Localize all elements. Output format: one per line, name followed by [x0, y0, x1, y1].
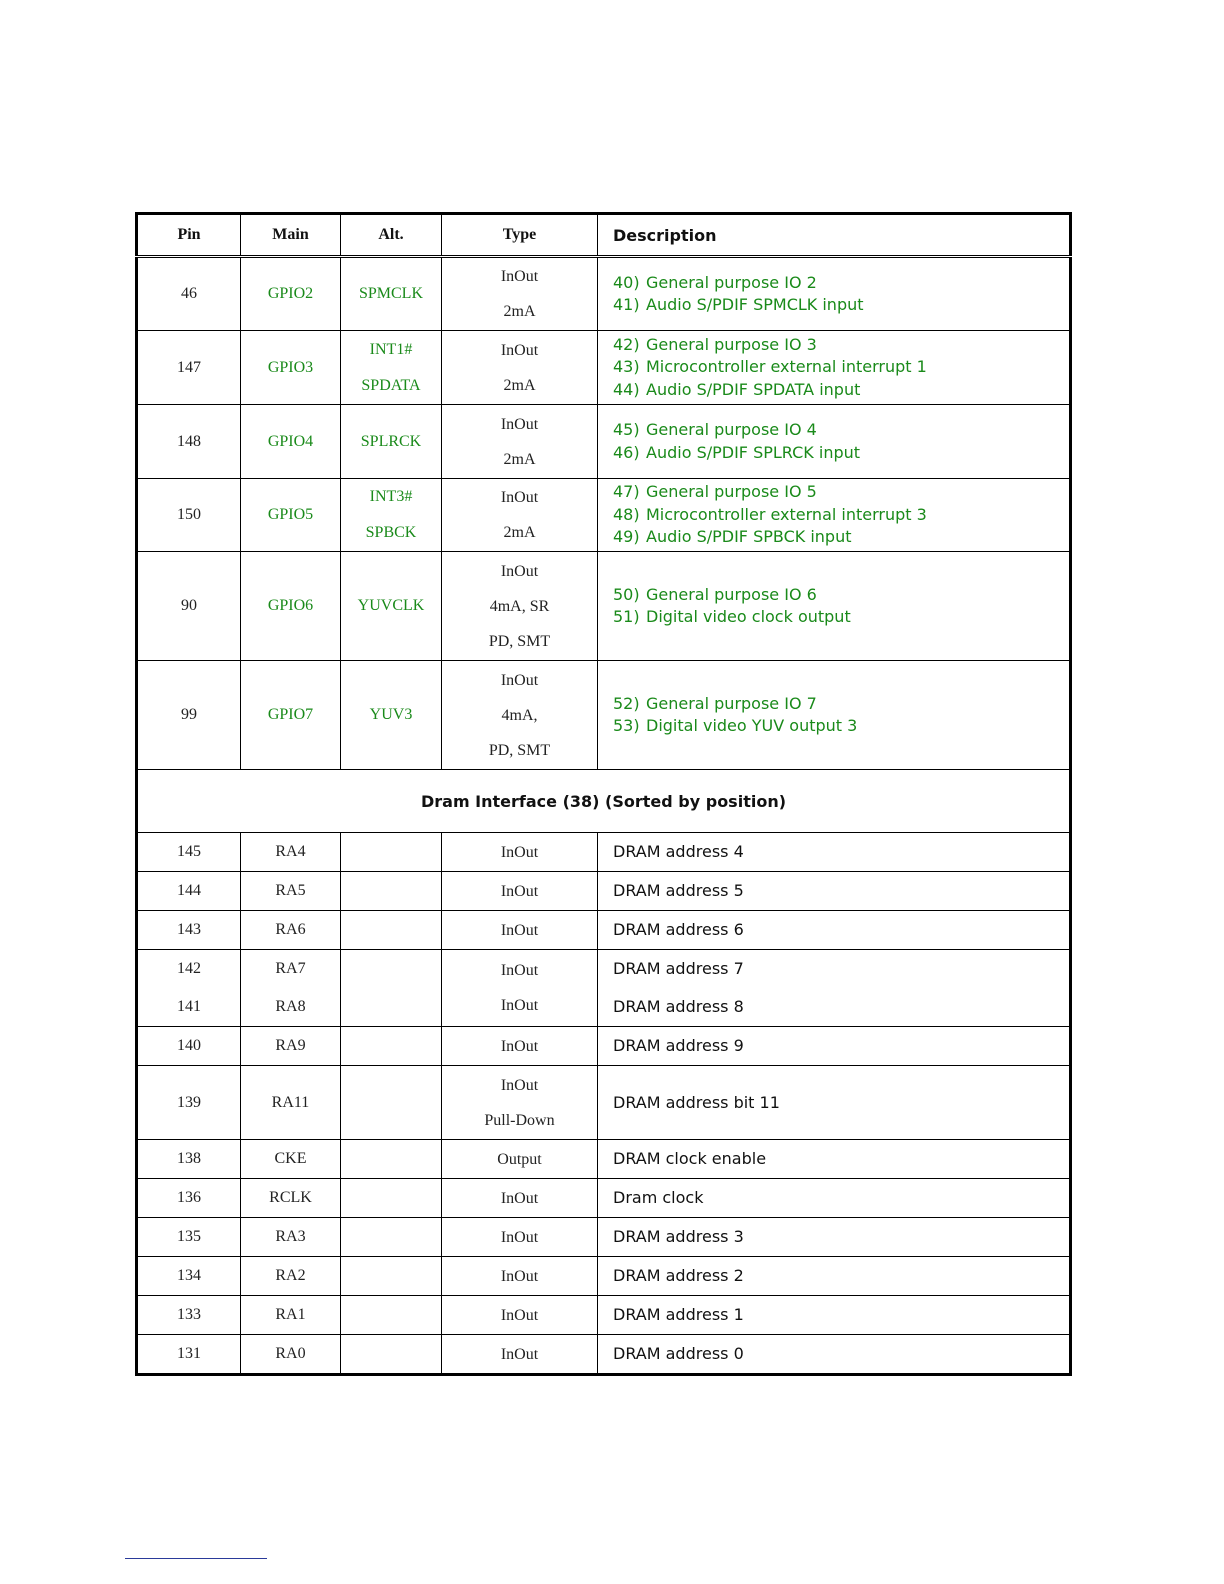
alt-function-line: INT1# [369, 340, 413, 358]
section-row [137, 770, 1071, 833]
alt-function-cell [341, 911, 442, 950]
pin-cell [137, 833, 241, 872]
main-function-cell [241, 950, 341, 1027]
description-cell [598, 479, 1071, 552]
main-function-line: RA11 [271, 1093, 310, 1111]
main-function-cell: GPIO6 [241, 552, 341, 661]
table-row [137, 950, 1071, 1027]
description-line: DRAM address 8 [613, 997, 744, 1016]
type-line: InOut [500, 843, 539, 861]
alt-function-cell [341, 872, 442, 911]
type-cell [442, 1140, 598, 1179]
main-function-cell [241, 1218, 341, 1257]
table-row [137, 661, 1071, 770]
description-item-text: General purpose IO 2 [646, 272, 817, 292]
main-function-line: RA6 [275, 921, 306, 938]
description-item-text: Digital video YUV output 3 [646, 716, 858, 735]
type-cell [442, 405, 598, 479]
main-function-line: CKE [274, 1150, 307, 1167]
type-line: Pull-Down [484, 1111, 555, 1129]
alt-function-cell [341, 1296, 442, 1335]
gpio-rows [137, 257, 1071, 770]
description-item-text: Microcontroller external interrupt 3 [646, 504, 927, 524]
pin-cell: 147 [137, 331, 241, 405]
main-function-cell: GPIO5 [241, 479, 341, 552]
description-line: Dram clock [613, 1188, 704, 1207]
table-header-row [137, 214, 1071, 257]
main-function-cell [241, 872, 341, 911]
pin-cell [137, 1257, 241, 1296]
type-cell [442, 661, 598, 770]
description-item [613, 294, 1069, 317]
description-item [613, 693, 1069, 716]
description-item-text: General purpose IO 5 [646, 482, 817, 502]
pin-cell [137, 1027, 241, 1066]
description-cell [598, 1218, 1071, 1257]
pin-cell [137, 1140, 241, 1179]
description-item-number: 51) [613, 607, 640, 626]
table-row [137, 331, 1071, 405]
description-item [613, 272, 1069, 295]
pin-line: 133 [177, 1306, 201, 1323]
pin-line: 139 [177, 1093, 201, 1111]
type-cell [442, 1218, 598, 1257]
description-item [613, 481, 1069, 504]
description-item [613, 442, 1069, 465]
type-line: InOut [500, 671, 539, 689]
pin-cell [137, 1296, 241, 1335]
pin-cell [137, 872, 241, 911]
description-item-text: Audio S/PDIF SPBCK input [646, 527, 852, 547]
table-row [137, 257, 1071, 331]
pin-cell [137, 911, 241, 950]
type-line: 2mA [503, 376, 536, 394]
main-function-line: RA9 [275, 1037, 306, 1054]
description-item-text: Audio S/PDIF SPDATA input [646, 379, 861, 399]
main-function-line: RA8 [275, 998, 306, 1015]
description-line: DRAM address 0 [613, 1344, 744, 1363]
pin-line: 145 [177, 843, 201, 860]
description-item [613, 419, 1069, 442]
pin-line: 134 [177, 1267, 201, 1284]
alt-function-cell [341, 331, 442, 405]
description-cell [598, 257, 1071, 331]
pin-cell: 46 [137, 257, 241, 331]
main-function-cell [241, 833, 341, 872]
description-cell [598, 911, 1071, 950]
pin-cell: 99 [137, 661, 241, 770]
pin-line: 136 [177, 1189, 201, 1206]
table-row [137, 833, 1071, 872]
main-function-cell: GPIO4 [241, 405, 341, 479]
main-function-cell [241, 1066, 341, 1140]
main-function-cell [241, 1027, 341, 1066]
table-row [137, 1335, 1071, 1375]
type-cell [442, 479, 598, 552]
type-line: 2mA [503, 524, 536, 541]
table-row [137, 1218, 1071, 1257]
alt-function-cell [341, 479, 442, 552]
table-row [137, 1296, 1071, 1335]
type-cell [442, 257, 598, 331]
alt-function-line: SPLRCK [360, 432, 422, 450]
main-function-cell: GPIO2 [241, 257, 341, 331]
description-item [613, 379, 1069, 402]
table-row [137, 1066, 1071, 1140]
alt-function-cell [341, 257, 442, 331]
pin-cell: 150 [137, 479, 241, 552]
pin-line: 141 [177, 998, 201, 1015]
type-line: InOut [500, 415, 539, 433]
main-function-line: RA7 [275, 960, 306, 977]
description-item-text: Audio S/PDIF SPMCLK input [646, 295, 864, 314]
description-line: DRAM address 3 [613, 1227, 744, 1246]
type-line: InOut [500, 341, 539, 359]
description-cell [598, 1179, 1071, 1218]
alt-function-cell [341, 661, 442, 770]
description-cell [598, 950, 1071, 1027]
main-function-line: RA0 [275, 1345, 306, 1362]
description-cell [598, 331, 1071, 405]
main-function-line: RA3 [275, 1228, 306, 1245]
description-cell [598, 1027, 1071, 1066]
dram-section [137, 770, 1071, 833]
main-function-line: RA2 [275, 1267, 306, 1284]
description-item-number: 40) [613, 272, 640, 292]
pin-line: 138 [177, 1150, 201, 1167]
type-cell [442, 950, 598, 1027]
type-line: 4mA, [501, 706, 538, 724]
type-line: Output [497, 1150, 542, 1168]
alt-function-cell [341, 1140, 442, 1179]
pin-line: 144 [177, 882, 201, 899]
description-item [613, 356, 1069, 379]
main-function-cell [241, 1179, 341, 1218]
alt-function-line: YUVCLK [357, 597, 425, 614]
table-row [137, 872, 1071, 911]
header-alt: Alt. [341, 214, 442, 257]
type-cell [442, 331, 598, 405]
description-item-number: 48) [613, 504, 640, 524]
pin-line: 131 [177, 1345, 201, 1362]
type-line: InOut [500, 562, 539, 580]
header-pin: Pin [137, 214, 241, 257]
description-line: DRAM address 5 [613, 881, 744, 900]
description-cell [598, 552, 1071, 661]
main-function-cell: GPIO3 [241, 331, 341, 405]
table-row [137, 405, 1071, 479]
alt-function-cell [341, 1027, 442, 1066]
alt-function-cell [341, 1257, 442, 1296]
type-line: PD, SMT [488, 741, 551, 759]
header-main: Main [241, 214, 341, 257]
alt-function-cell [341, 833, 442, 872]
alt-function-cell [341, 1066, 442, 1140]
type-line: InOut [500, 1345, 539, 1363]
alt-function-cell [341, 405, 442, 479]
type-line: InOut [500, 962, 539, 979]
description-item [613, 334, 1069, 357]
description-cell [598, 661, 1071, 770]
alt-function-line: SPBCK [365, 524, 417, 541]
type-line: InOut [500, 882, 539, 900]
description-item-number: 42) [613, 334, 640, 354]
description-line: DRAM clock enable [613, 1149, 767, 1168]
description-item-text: Audio S/PDIF SPLRCK input [646, 442, 861, 462]
type-line: InOut [500, 921, 539, 939]
description-line: DRAM address 9 [613, 1036, 744, 1055]
type-cell [442, 552, 598, 661]
type-line: InOut [500, 1267, 539, 1285]
description-item [613, 526, 1069, 549]
type-cell [442, 1257, 598, 1296]
type-cell [442, 1066, 598, 1140]
table-row [137, 1179, 1071, 1218]
header-type: Type [442, 214, 598, 257]
description-item-number: 53) [613, 716, 640, 735]
description-line: DRAM address 7 [613, 959, 744, 978]
pin-line: 143 [177, 921, 201, 938]
description-item-number: 45) [613, 420, 640, 439]
table-row [137, 552, 1071, 661]
description-item-number: 41) [613, 295, 640, 314]
pin-cell [137, 950, 241, 1027]
dram-rows [137, 833, 1071, 1375]
description-item-text: Microcontroller external interrupt 1 [646, 357, 927, 377]
description-cell [598, 1140, 1071, 1179]
type-line: PD, SMT [488, 632, 551, 650]
type-line: InOut [500, 1306, 539, 1324]
description-item-text: General purpose IO 4 [646, 420, 817, 439]
description-line: DRAM address bit 11 [613, 1092, 780, 1112]
pin-line: 135 [177, 1228, 201, 1245]
description-item-text: Digital video clock output [646, 607, 851, 626]
pin-cell [137, 1179, 241, 1218]
alt-function-cell [341, 950, 442, 1027]
pin-description-table [135, 212, 1072, 1376]
alt-function-cell [341, 1218, 442, 1257]
alt-function-line: INT3# [369, 488, 413, 505]
type-cell [442, 1335, 598, 1375]
main-function-line: RA5 [275, 882, 306, 899]
type-line: InOut [500, 1037, 539, 1055]
alt-function-cell [341, 1335, 442, 1375]
description-item [613, 584, 1069, 607]
alt-function-line: YUV3 [369, 706, 413, 723]
description-item-text: General purpose IO 6 [646, 584, 817, 604]
description-item [613, 606, 1069, 629]
description-cell [598, 1066, 1071, 1140]
main-function-cell: GPIO7 [241, 661, 341, 770]
description-item [613, 715, 1069, 738]
footnote-separator [125, 1558, 267, 1559]
main-function-line: RCLK [269, 1189, 312, 1206]
table-row [137, 1027, 1071, 1066]
alt-function-cell [341, 1179, 442, 1218]
pin-cell [137, 1335, 241, 1375]
pin-line: 142 [177, 960, 201, 977]
table-row [137, 479, 1071, 552]
main-function-cell [241, 1140, 341, 1179]
description-item-text: General purpose IO 7 [646, 693, 817, 713]
type-line: InOut [500, 997, 539, 1014]
pin-cell [137, 1218, 241, 1257]
description-item-number: 47) [613, 482, 640, 502]
type-line: 4mA, SR [489, 597, 550, 615]
type-line: InOut [500, 1189, 539, 1207]
main-function-cell [241, 911, 341, 950]
main-function-cell [241, 1296, 341, 1335]
description-cell [598, 833, 1071, 872]
description-cell [598, 1257, 1071, 1296]
description-line: DRAM address 4 [613, 842, 744, 861]
description-item-number: 44) [613, 379, 640, 399]
pin-cell: 90 [137, 552, 241, 661]
type-line: InOut [500, 1228, 539, 1246]
description-line: DRAM address 2 [613, 1266, 744, 1285]
type-cell [442, 911, 598, 950]
main-function-line: RA4 [275, 843, 306, 860]
type-line: 2mA [503, 303, 536, 320]
alt-function-cell [341, 552, 442, 661]
type-line: InOut [500, 1076, 539, 1094]
description-item-number: 52) [613, 693, 640, 713]
description-item-number: 50) [613, 584, 640, 604]
type-line: InOut [500, 268, 539, 285]
type-cell [442, 833, 598, 872]
main-function-line: RA1 [275, 1306, 306, 1323]
description-cell [598, 1335, 1071, 1375]
description-cell [598, 405, 1071, 479]
type-cell [442, 1179, 598, 1218]
type-cell [442, 1296, 598, 1335]
description-item [613, 504, 1069, 527]
type-line: InOut [500, 489, 539, 506]
pin-cell: 148 [137, 405, 241, 479]
table-row [137, 911, 1071, 950]
description-item-number: 43) [613, 357, 640, 377]
description-line: DRAM address 6 [613, 920, 744, 939]
main-function-cell [241, 1335, 341, 1375]
description-item-text: General purpose IO 3 [646, 334, 817, 354]
description-cell [598, 1296, 1071, 1335]
table-row [137, 1140, 1071, 1179]
main-function-cell [241, 1257, 341, 1296]
description-item-number: 49) [613, 527, 640, 547]
pin-line: 140 [177, 1037, 201, 1054]
description-item-number: 46) [613, 442, 640, 462]
type-line: 2mA [503, 450, 536, 468]
table-row [137, 1257, 1071, 1296]
alt-function-line: SPMCLK [358, 285, 424, 302]
type-cell [442, 872, 598, 911]
alt-function-line: SPDATA [361, 376, 421, 394]
header-description: Description [598, 214, 1071, 257]
pin-cell [137, 1066, 241, 1140]
description-line: DRAM address 1 [613, 1305, 744, 1324]
section-title: Dram Interface (38) (Sorted by position) [137, 770, 1071, 833]
type-cell [442, 1027, 598, 1066]
description-cell [598, 872, 1071, 911]
